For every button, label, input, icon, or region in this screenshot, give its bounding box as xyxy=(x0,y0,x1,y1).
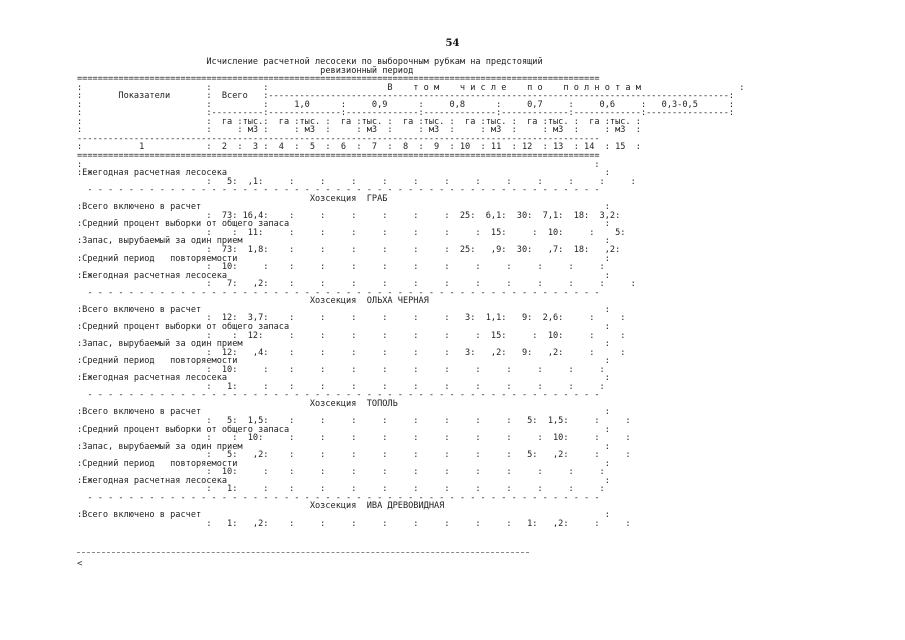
footer-separator xyxy=(77,552,529,553)
page-number: 54 xyxy=(445,38,460,49)
forestry-calculation-table: Исчисление расчетной лесосеки по выборочным рубкам на предстоящий ревизионный период ===================================================================================================== : : : В т о м ч и с л е п о п о л н о т а м : : Показатели : Всего :-----------------------------------------------------------------------------------------: : : : 1,0 : 0,9 : 0,8 : 0,7 : 0,6 : 0,3-0,5 : : :----------:--------------:--------------:--------------:-------------:-------------:----------------: : : га :тыс.: га :тыс. : га :тыс. : га :тыс. : га :тыс. : га :тыс. : га :тыс. : : : : м3 : : м3 : : м3 : : м3 : : м3 : : м3 : : м3 : ----------------------------------------------------------------------------------------------------- : 1 : 2 : 3 : 4 : 5 : 6 : 7 : 8 : 9 : 10 : 11 : 12 : 13 : 14 : 15 : ===================================================================================================== : : :Ежегодная расчетная лесосека : : 5: ,1: : : : : : : : : : : : : - - - - - - - - - - - - - - - - - - - - - - - - - - - - - - - - - - - - - - - - - - - - - - - - - - Хозсекция ГРАБ :Всего включено в расчет : : 73: 16,4: : : : : : : 25: 6,1: 30: 7,1: 18: 3,2: :Средний процент выборки от общего запаса : : : 11: : : : : : : : 15: : 10: : 5: :Запас, вырубаемый за один прием : : 73: 1,8: : : : : : : 25: ,9: 30: ,7: 18: ,2: :Средний период повторяемости : : 10: : : : : : : : : : : : : :Ежегодная расчетная лесосека : : 7: ,2: : : : : : : : : : : : : - - - - - - - - - - - - - - - - - - - - - - - - - - - - - - - - - - - - - - - - - - - - - - - - - - Хозсекция ОЛЬХА ЧЕРНАЯ :Всего включено в расчет : : 12: 3,7: : : : : : : 3: 1,1: 9: 2,6: : : :Средний процент выборки от общего запаса : : : 12: : : : : : : : 15: : 10: : : :Запас, вырубаемый за один прием : : 12: ,4: : : : : : : 3: ,2: 9: ,2: : : :Средний период повторяемости : : 10: : : : : : : : : : : : : :Ежегодная расчетная лесосека : : 1: : : : : : : : : : : : : - - - - - - - - - - - - - - - - - - - - - - - - - - - - - - - - - - - - - - - - - - - - - - - - - - Хозсекция ТОПОЛЬ :Всего включено в расчет : : 5: 1,5: : : : : : : : : 5: 1,5: : : :Средний процент выборки от общего запаса : : : 10: : : : : : : : : : 10: : : :Запас, вырубаемый за один прием : : 5: ,2: : : : : : : : : 5: ,2: : : :Средний период повторяемости : : 10: : : : : : : : : : : : : :Ежегодная расчетная лесосека : : 1: : : : : : : : : : : : : - - - - - - - - - - - - - - - - - - - - - - - - - - - - - - - - - - - - - - - - - - - - - - - - - - Хозсекция ИВА ДРЕВОВИДНАЯ :Всего включено в расчет : : 1: ,2: : : : : : : : : 1: ,2: : : xyxy=(77,57,745,529)
footer-mark: < xyxy=(77,559,83,569)
